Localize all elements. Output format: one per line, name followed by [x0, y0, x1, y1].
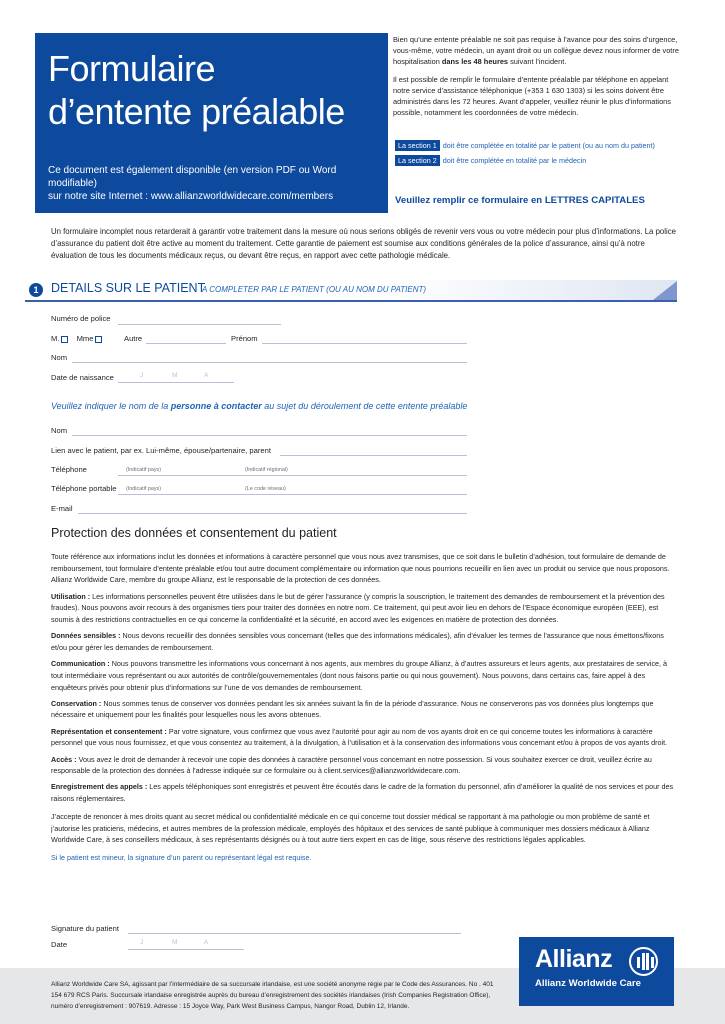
signature-label: Signature du patient [51, 924, 119, 933]
intro-p1-start: Bien qu’une entente préalable ne soit pas requise à l’avance pour des soins d’urgence, vous-même, votre médecin, un ayant droit ou un collègue devez nous informer de votre hospitalisation [393, 35, 679, 66]
contact-heading-start: Veuillez indiquer le nom de la [51, 401, 171, 411]
protection-use [51, 591, 676, 626]
protection-sensitive [51, 630, 676, 653]
mr-label: M. [51, 334, 60, 343]
mrs-label: Mme [76, 334, 94, 343]
title-subtitle [48, 164, 383, 203]
logo-wordmark: Allianz [535, 945, 613, 973]
protection-body [51, 551, 676, 868]
intro-p1-bold: dans les 48 heures [441, 57, 509, 66]
access-text: Vous avez le droit de demander à recevoir une copie des données à caractère personnel vous concernant en notre possession. Si vous souhaitez exercer ce droit, veuillez écrire au responsable de la protection des données à l’adresse indiquée sur ce formulaire ou à client.services@allianzworldwidecare.com. [51, 754, 652, 776]
protection-communication [51, 658, 676, 693]
intro-paragraph-2: Il est possible de remplir le formulaire d’entente préalable par téléphone en appelant notre service d’assistance téléphonique (+353 1 630 1303) si les soins doivent être administrés dans les 72 heures. Avant d’appeler, veuillez réunir le plus d’informations possible, notamment les coordonnées de votre médecin. [393, 75, 671, 117]
last-name-label: Nom [51, 353, 68, 362]
section-corner-triangle [653, 281, 677, 300]
signature-date-field[interactable] [128, 945, 244, 950]
rep-text: Par votre signature, vous confirmez que vous avez l’autorité pour agir au nom de vos ayants droit en ce qui concerne toutes les informations à caractère personnel que vous nous fournissez, et que vous consentez au traitement, à la divulgation, à l’utilisation et à la conservation des informations vous concernant et/ou à propos de vos ayants droit. [51, 726, 668, 748]
contact-heading [51, 401, 467, 411]
phone-field[interactable] [118, 471, 467, 476]
capitals-notice: Veuillez remplir ce formulaire en LETTRES CAPITALES [395, 195, 645, 206]
protection-representation [51, 726, 676, 749]
contact-heading-end: au sujet du déroulement de cette entente préalable [261, 401, 468, 411]
birth-year-hint: A [204, 372, 209, 379]
policy-number-field[interactable] [118, 320, 281, 325]
rep-label: Représentation et consentement : [51, 726, 167, 736]
section-title: DETAILS SUR LE PATIENT [51, 281, 206, 295]
eagle-bar-center-left [642, 953, 645, 970]
keep-text: Nous sommes tenus de conserver vos données pendant les six années suivant la fin de la période d’assurance. Nous ne conserverons pas vos données plus longtemps que nécessaire et uniquement pour les finalités pour lesquelles nous les avons obtenues. [51, 698, 654, 720]
protection-title: Protection des données et consentement du patient [51, 526, 337, 540]
signature-date-label: Date [51, 940, 68, 949]
section-2-tag: La section 2 [395, 155, 440, 166]
rec-text: Les appels téléphoniques sont enregistrés et peuvent être écoutés dans le cadre de la formation du personnel, afin d’améliorer la qualité de nos services et pour des raisons réglementaires. [51, 782, 674, 804]
use-text: Les informations personnelles peuvent être utilisées dans le but de gérer l’assurance (y compris la souscription, le traitement des demandes de remboursement et la prévention des fraudes). Nous pouvons avoir recours à des organismes tiers pour traiter des données en notre nom. Ce traitement, qui peut avoir lieu en dehors de l’Espace économique européen (EEE), est soumis à des restrictions contractuelles en ce qui concerne la confidentialité et la sécurité, en accord avec les exigences en matière de protection des données. [51, 591, 665, 625]
protection-access [51, 754, 676, 777]
mobile-label: Téléphone portable [51, 484, 117, 493]
keep-label: Conservation : [51, 698, 102, 708]
access-label: Accès : [51, 754, 77, 764]
protection-consent: J’accepte de renoncer à mes droits quant au secret médical ou confidentialité médicale en ce qui concerne tout dossier médical se rapportant à ma pathologie ou mon problème de santé et j’autorise les praticiens, médecins, et autres membres de la profession médicale, employés des hôpitaux et des services de santé publique à communiquer mes dossiers médicaux à Allianz Worldwide Care, à ses conseillers médicaux, à ses représentants désignés ou à tout autre tiers expert en cas de litige, sous réserve des restrictions légales applicables. [51, 811, 650, 845]
policy-number-label: Numéro de police [51, 314, 111, 323]
intro-p1-end: suivant l’incident. [508, 57, 567, 66]
relation-label: Lien avec le patient, par ex. Lui-même, épouse/partenaire, parent [51, 446, 271, 455]
allianz-logo [519, 937, 674, 1006]
eagle-bar-left [637, 957, 640, 968]
protection-conservation [51, 698, 676, 721]
other-title-label: Autre [124, 334, 143, 343]
first-name-label: Prénom [231, 334, 258, 343]
mrs-checkbox[interactable] [95, 336, 102, 343]
last-name-field[interactable] [72, 358, 467, 363]
footer-legal-text: Allianz Worldwide Care SA, agissant par l’intermédiaire de sa succursale irlandaise, est une société anonyme régie par le Code des Assurances. No . 401 154 679 RCS Paris. Succursale irlandaise enregistrée auprès du bureau d’enregistrement des sociétés irlandaises (Irish Companies Registration Office), numéro d’enregistrement : 907619. Adresse : 15 Joyce Way, Park West Business Campus, Nangor Road, Dublin 12, Irlande. [51, 981, 494, 1010]
contact-heading-bold: personne à contacter [170, 401, 262, 411]
section-1-note [395, 140, 655, 151]
other-title-field[interactable] [146, 339, 226, 344]
title-options [51, 334, 102, 343]
use-label: Utilisation : [51, 591, 91, 601]
title-line-2: d’entente préalable [48, 91, 345, 132]
phone-area-code-hint: (Indicatif régional) [245, 467, 288, 473]
title-line-1: Formulaire [48, 48, 216, 89]
protection-recording [51, 781, 676, 804]
section-1-note-text: doit être complétée en totalité par le patient (ou au nom du patient) [442, 141, 655, 150]
first-name-field[interactable] [262, 339, 467, 344]
phone-country-code-hint: (Indicatif pays) [126, 467, 162, 473]
warning-paragraph: Un formulaire incomplet nous retarderait à garantir votre traitement dans la mesure où nous serions obligés de revenir vers vous ou votre médecin pour plus d’informations. La police d’assurance du patient doit être active au moment du traitement. Cette garantie de paiement est soumise aux conditions générales de la police d’assurance, ainsi qu’à notre évaluation de tous les documents médicaux reçus, ou devant être reçus, en rapport avec cette pathologie médicale. [51, 227, 676, 260]
contact-name-field[interactable] [72, 431, 467, 436]
email-field[interactable] [78, 509, 467, 514]
page-title [48, 47, 345, 133]
birth-month-hint: M [172, 372, 178, 379]
protection-minor-notice: Si le patient est mineur, la signature d’un parent ou représentant légal est requise. [51, 852, 312, 862]
signature-field[interactable] [128, 929, 461, 934]
section-subtitle: A COMPLETER PAR LE PATIENT (OU AU NOM DU PATIENT) [202, 285, 427, 294]
relation-field[interactable] [280, 451, 467, 456]
eagle-bar-center-right [646, 953, 649, 970]
comm-label: Communication : [51, 659, 110, 669]
eagle-bar-right [651, 957, 654, 968]
sensitive-text: Nous devons recueillir des données sensibles vous concernant (telles que des informations médicales), afin d’évaluer les termes de l’assurance que nous émettons/fixons et/ou pour gérer les demandes de remboursement. [51, 631, 664, 652]
contact-name-label: Nom [51, 426, 68, 435]
mobile-network-code-hint: (Le code réseau) [245, 486, 286, 492]
sensitive-label: Données sensibles : [51, 631, 121, 641]
intro-text [393, 34, 683, 125]
mr-checkbox[interactable] [61, 336, 68, 343]
section-number-badge: 1 [29, 283, 43, 297]
allianz-eagle-icon [629, 947, 658, 976]
subtitle-line-2: sur notre site Internet : www.allianzworldwidecare.com/members [48, 191, 334, 202]
birth-date-label: Date de naissance [51, 373, 114, 382]
mobile-country-code-hint: (Indicatif pays) [126, 486, 162, 492]
section-2-note-text: doit être complétée en totalité par le médecin [442, 156, 587, 165]
section-2-note [395, 155, 586, 166]
sign-month-hint: M [172, 939, 178, 946]
title-box [35, 33, 388, 213]
sign-year-hint: A [204, 939, 209, 946]
intro-paragraph-1 [393, 34, 683, 67]
sign-day-hint: J [140, 939, 144, 946]
section-1-tag: La section 1 [395, 140, 440, 151]
section-divider [25, 300, 677, 302]
comm-text: Nous pouvons transmettre les informations vous concernant à nos agents, aux membres du groupe Allianz, à d’autres assureurs et leurs agents, aux prestataires de service, à tout intermédiaire vous représentant ou aux autorités de contrôle/gouvernementales (dont nous faisons partie ou qui nous gouvernent). Nous pouvons, dans certains cas, faire appel à des enquêteurs privés pour obtenir plus d’informations sur l’une de vos demandes de remboursement. [51, 659, 668, 692]
mobile-field[interactable] [118, 490, 467, 495]
protection-intro: Toute référence aux informations inclut les données et informations à caractère personnel que vous nous avez transmises, que ce soit dans le bulletin d’adhésion, tout formulaire de demande de remboursement, tout formulaire d’entente préalable et/ou tout autre document complémentaire ou information que nous pourrions recueillir en lien avec un produit ou service que nous proposons. Allianz Worldwide Care, membre du groupe Allianz, est le responsable de la protection de ces données. [51, 552, 670, 585]
birth-day-hint: J [140, 372, 144, 379]
logo-tagline: Allianz Worldwide Care [535, 978, 641, 989]
rec-label: Enregistrement des appels : [51, 782, 148, 792]
phone-label: Téléphone [51, 465, 87, 474]
subtitle-line-1: Ce document est également disponible (en version PDF ou Word modifiable) [48, 165, 337, 189]
email-label: E-mail [51, 504, 73, 513]
